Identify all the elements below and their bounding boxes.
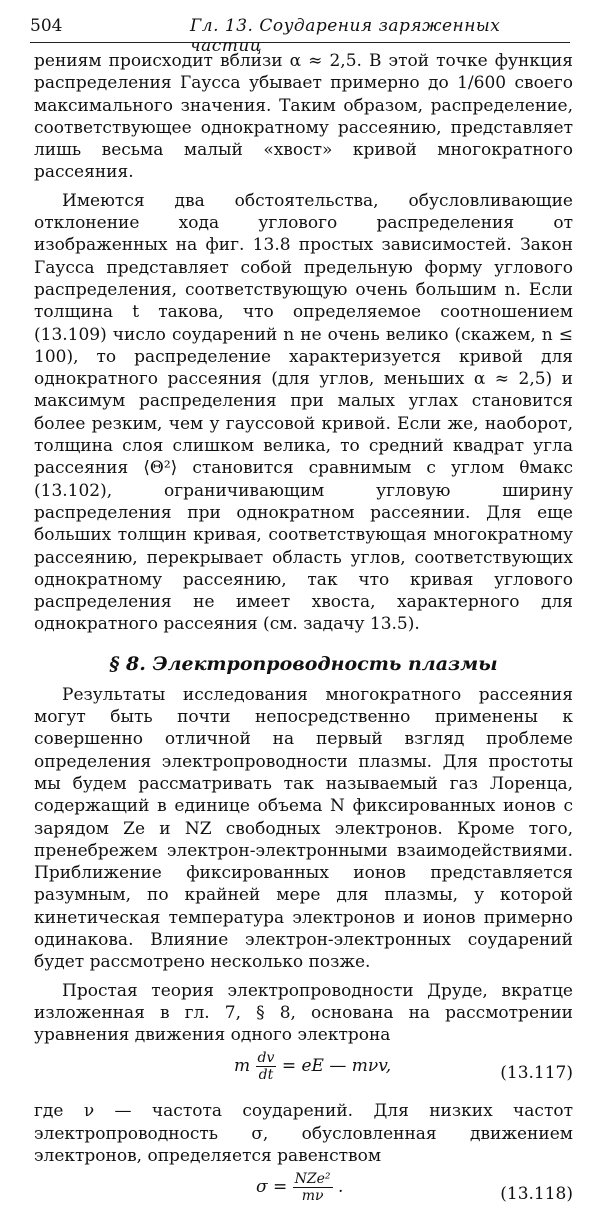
- page-body: [34, 50, 573, 1221]
- page-number: 504: [30, 16, 63, 36]
- paragraph-3: Результаты исследования многократного рассеяния могут быть почти непосредственно применены к совершенно отличной на первый взгляд проблеме определения электропроводности плазмы. Для простоты мы будем рассматривать так называемый газ Лоренца, содержащий в единице объема N фиксированных ионов с зарядом Ze и NZ свободных электронов. Кроме того, пренебрежем электрон-электронными взаимодействиями. Приближение фиксированных ионов представляется разумным, по крайней мере для плазмы, у которой кинетическая температура электронов и ионов примерно одинакова. Влияние электрон-электронных соударений будет рассмотрено несколько позже.: [34, 684, 573, 973]
- section-heading: § 8. Электропроводность плазмы: [109, 652, 498, 675]
- eq-frac-den: mν: [301, 1188, 324, 1205]
- eq-frac-num: NZe²: [294, 1171, 331, 1188]
- eq-deriv-num: dv: [257, 1050, 275, 1067]
- eq-fraction: [293, 1171, 333, 1204]
- paragraph-5: где ν — частота соударений. Для низких частот электропроводность σ, обусловленная движением электронов, определяется равенством: [34, 1101, 573, 1167]
- paragraph-2: Имеются два обстоятельства, обусловливающие отклонение хода углового распределения от изображенных на фиг. 13.8 простых зависимостей. Закон Гаусса представляет собой предельную форму углового распределения, соответствующую очень большим n. Если толщина t такова, что определяемое соотношением (13.109) число соударений n не очень велико (скажем, n ≤ 100), то распределение характеризуется кривой для однократного рассеяния (для углов, меньших α ≈ 2,5) и максимум распределения при малых углах становится более резким, чем у гауссовой кривой. Если же, наоборот, толщина слоя слишком велика, то средний квадрат угла рассеяния ⟨Θ²⟩ становится сравнимым с углом θмакс (13.102), ограничивающим угловую ширину распределения при однократном рассеянии. Для еще больших толщин кривая, соответствующая многократному рассеянию, перекрывает область углов, соответствующих однократному рассеянию, так что кривая углового распределения не имеет хвоста, характерного для однократного рассеяния (см. задачу 13.5).: [34, 190, 573, 635]
- chapter-title: Гл. 13. Соударения заряженных частиц: [190, 16, 501, 56]
- eq-lhs-factor: m: [234, 1056, 251, 1077]
- equation-13-118: [34, 1171, 573, 1219]
- running-header: [30, 16, 570, 56]
- eq-lhs: σ =: [256, 1177, 288, 1198]
- equation-number: (13.118): [500, 1184, 573, 1205]
- header-rule: [30, 42, 570, 43]
- eq-tail: .: [337, 1177, 344, 1198]
- equation-body: [234, 1050, 391, 1083]
- paragraph-4: Простая теория электропроводности Друде, вкратце изложенная в гл. 7, § 8, основана на рассмотрении уравнения движения одного электрона: [34, 980, 573, 1046]
- eq-deriv-den: dt: [258, 1067, 274, 1084]
- equation-number: (13.117): [500, 1063, 573, 1084]
- equation-body: [256, 1171, 343, 1204]
- eq-rhs: = eE — mνv,: [281, 1056, 392, 1077]
- eq-derivative: [256, 1050, 277, 1083]
- paragraph-1: рениям происходит вблизи α ≈ 2,5. В этой точке функция распределения Гаусса убывает примерно до 1/600 своего максимального значения. Таким образом, распределение, соответствующее однократному рассеянию, представляет лишь весьма малый «хвост» кривой многократного рассеяния.: [34, 51, 573, 183]
- equation-13-117: [34, 1050, 573, 1098]
